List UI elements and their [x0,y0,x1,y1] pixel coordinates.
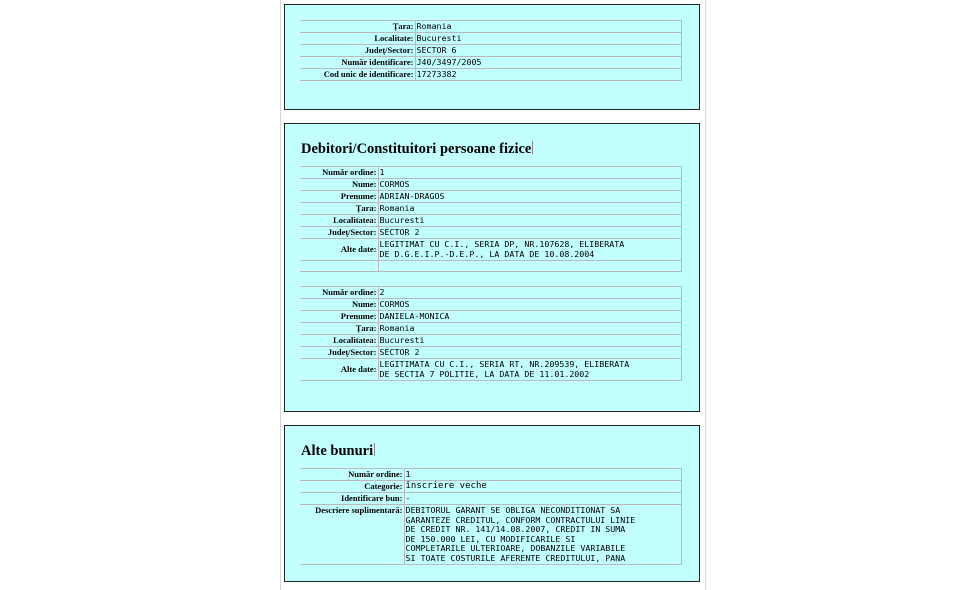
field-value: 1 [404,469,682,481]
field-value: J40/3497/2005 [415,57,682,69]
field-value: Bucuresti [415,33,682,45]
field-label: Categorie: [300,481,404,493]
field-label: Prenume: [300,191,378,203]
field-value: Bucuresti [378,215,682,227]
field-value: 1 [378,167,682,179]
table-row [300,203,682,215]
field-value: înscriere veche [404,481,682,493]
debtors-table [300,166,682,381]
field-label: Localitatea: [300,215,378,227]
table-row [300,33,682,45]
field-label: Număr ordine: [300,287,378,299]
table-row [300,215,682,227]
table-row [300,21,682,33]
table-row [300,311,682,323]
table-row [300,469,682,481]
table-row [300,299,682,311]
table-row [300,239,682,261]
field-value: Romania [378,203,682,215]
table-row [300,167,682,179]
field-value: LEGITIMAT CU C.I., SERIA DP, NR.107628, ELIBERATA DE D.G.E.I.P.-D.E.P., LA DATA DE 10.08.2004 [378,239,682,261]
table-row [300,179,682,191]
other-assets-panel [284,425,700,582]
field-value: ADRIAN-DRAGOS [378,191,682,203]
field-value: SECTOR 2 [378,227,682,239]
table-row [300,227,682,239]
field-value: SECTOR 6 [415,45,682,57]
table-row-empty [300,261,682,272]
field-label: Județ/Sector: [300,227,378,239]
field-value: CORMOS [378,299,682,311]
field-value: CORMOS [378,179,682,191]
field-label: Județ/Sector: [300,45,415,57]
table-row [300,347,682,359]
field-label: Nume: [300,179,378,191]
field-label: Număr ordine: [300,469,404,481]
section-title-text: Debitori/Constituitori persoane fizice [301,141,532,157]
section-title [301,443,375,460]
field-label: Descriere suplimentară: [300,505,404,565]
field-label: Țara: [300,203,378,215]
table-row [300,191,682,203]
field-label: Număr identificare: [300,57,415,69]
field-label: Prenume: [300,311,378,323]
table-row [300,323,682,335]
field-label: Cod unic de identificare: [300,69,415,81]
company-details-table [300,20,682,81]
text-caret [532,141,533,154]
field-value: 2 [378,287,682,299]
field-value: Romania [378,323,682,335]
table-row [300,57,682,69]
field-value: 17273382 [415,69,682,81]
section-title-text: Alte bunuri [301,443,374,459]
table-row [300,359,682,381]
table-row [300,287,682,299]
section-title [301,141,533,158]
field-label: Localitatea: [300,335,378,347]
debtors-panel [284,123,700,412]
table-row [300,69,682,81]
field-value: SECTOR 2 [378,347,682,359]
field-label: Alte date: [300,239,378,261]
field-label: Țara: [300,323,378,335]
field-label: Județ/Sector: [300,347,378,359]
table-row [300,481,682,493]
field-value: Romania [415,21,682,33]
field-label: Număr ordine: [300,167,378,179]
field-value: LEGITIMATA CU C.I., SERIA RT, NR.209539, ELIBERATA DE SECTIA 7 POLITIE, LA DATA DE 11.01.2002 [378,359,682,381]
field-value: DANIELA-MONICA [378,311,682,323]
field-value: DEBITORUL GARANT SE OBLIGA NECONDITIONAT SA GARANTEZE CREDITUL, CONFORM CONTRACTULUI LINIE DE CREDIT NR. 141/14.08.2007, CREDIT IN SUMA DE 150.000 LEI, CU MODIFICARILE SI COMPLETARILE ULTERIOARE, DOBANZILE VARIABILE SI TOATE COSTURILE AFERENTE CREDITULUI, PANA [404,505,682,565]
field-label: Identificare bun: [300,493,404,505]
table-row [300,45,682,57]
company-details-panel [284,4,700,110]
field-value: Bucuresti [378,335,682,347]
person-separator [300,272,682,287]
text-caret [374,443,375,456]
table-row [300,493,682,505]
field-label: Localitate: [300,33,415,45]
field-label: Țara: [300,21,415,33]
field-value: - [404,493,682,505]
field-label: Nume: [300,299,378,311]
table-row [300,335,682,347]
table-row [300,505,682,565]
other-assets-table [300,468,682,565]
field-label: Alte date: [300,359,378,381]
